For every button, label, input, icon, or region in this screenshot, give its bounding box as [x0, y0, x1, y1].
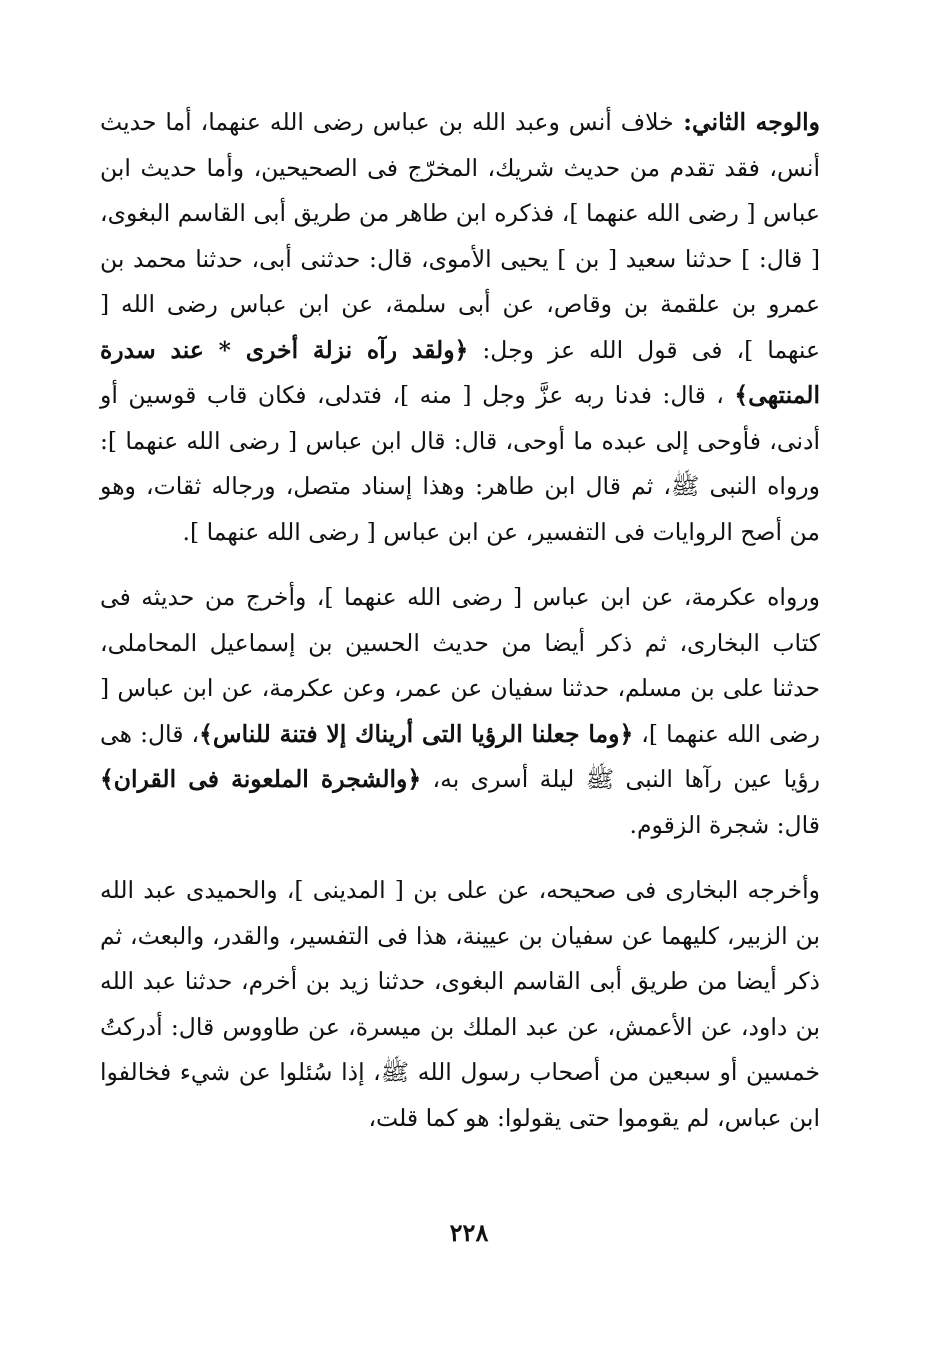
text-span: قال: شجرة الزقوم.	[629, 810, 820, 839]
page-number: ٢٢٨	[449, 1218, 489, 1247]
bold-span: ﴿ولقد رآه نزلة أخرى * عند سدرة المنتهى﴾	[100, 335, 820, 409]
bold-span: والوجه الثاني:	[673, 108, 820, 136]
bold-span: ﴿وما جعلنا الرؤيا التى أريناك إلا فتنة للناس﴾	[199, 719, 634, 748]
text-span: ، قال: فدنا ربه عزَّ وجل [ منه ]، فتدلى، فكان قاب قوسين أو أدنى، فأوحى إلى عبده ما أوحى، قال: قال ابن عباس [ رضى الله عنهما ]: ورواه النبى ﷺ، ثم قال ابن طاهر: وهذا إسناد متصل، ورجاله ثقات، وهو من أصح الروايات فى التفسير، عن ابن عباس [ رضى الله عنهما ].	[100, 381, 820, 546]
text-span: خلاف أنس وعبد الله بن عباس رضى الله عنهما، أما حديث أنس، فقد تقدم من حديث شريك، المخرّج فى الصحيحين، وأما حديث ابن عباس [ رضى الله عنهما ]، فذكره ابن طاهر من طريق أبى القاسم البغوى، [ قال: ] حدثنا سعيد [ بن ] يحيى الأموى، قال: حدثنى أبى، حدثنا محمد بن عمرو بن علقمة بن وقاص، عن أبى سلمة، عن ابن عباس رضى الله [ عنهما ]، فى قول الله عز وجل:	[100, 108, 820, 364]
text-span: ، قال: هى رؤيا عين رآها النبى ﷺ ليلة أسرى به،	[100, 719, 820, 793]
text-span: ورواه عكرمة، عن ابن عباس [ رضى الله عنهما ]، وأخرج من حديثه فى كتاب البخارى، ثم ذكر أيضا من حديث الحسين بن إسماعيل المحاملى، حدثنا على بن مسلم، حدثنا سفيان عن عمر، وعن عكرمة، عن ابن عباس [ رضى الله عنهما ]،	[100, 583, 820, 748]
bold-span: ﴿والشجرة الملعونة فى القران﴾	[100, 765, 422, 793]
body-text	[100, 100, 820, 1161]
paragraph	[100, 100, 820, 555]
paragraph	[100, 868, 820, 1141]
text-span: وأخرجه البخارى فى صحيحه، عن على بن [ المدينى ]، والحميدى عبد الله بن الزبير، كليهما عن سفيان بن عيينة، هذا فى التفسير، والقدر، والبعث، ثم ذكر أيضا من طريق أبى القاسم البغوى، حدثنا زيد بن أخرم، حدثنا عبد الله بن داود، عن الأعمش، عن عبد الملك بن ميسرة، عن طاووس قال: أدركتُ خمسين أو سبعين من أصحاب رسول الله ﷺ، إذا سُئلوا عن شيء فخالفوا ابن عباس، لم يقوموا حتى يقولوا: هو كما قلت،	[100, 876, 820, 1132]
paragraph-text	[100, 100, 820, 555]
paragraph-text	[100, 868, 820, 1141]
paragraph-text	[100, 575, 820, 848]
paragraph	[100, 575, 820, 848]
